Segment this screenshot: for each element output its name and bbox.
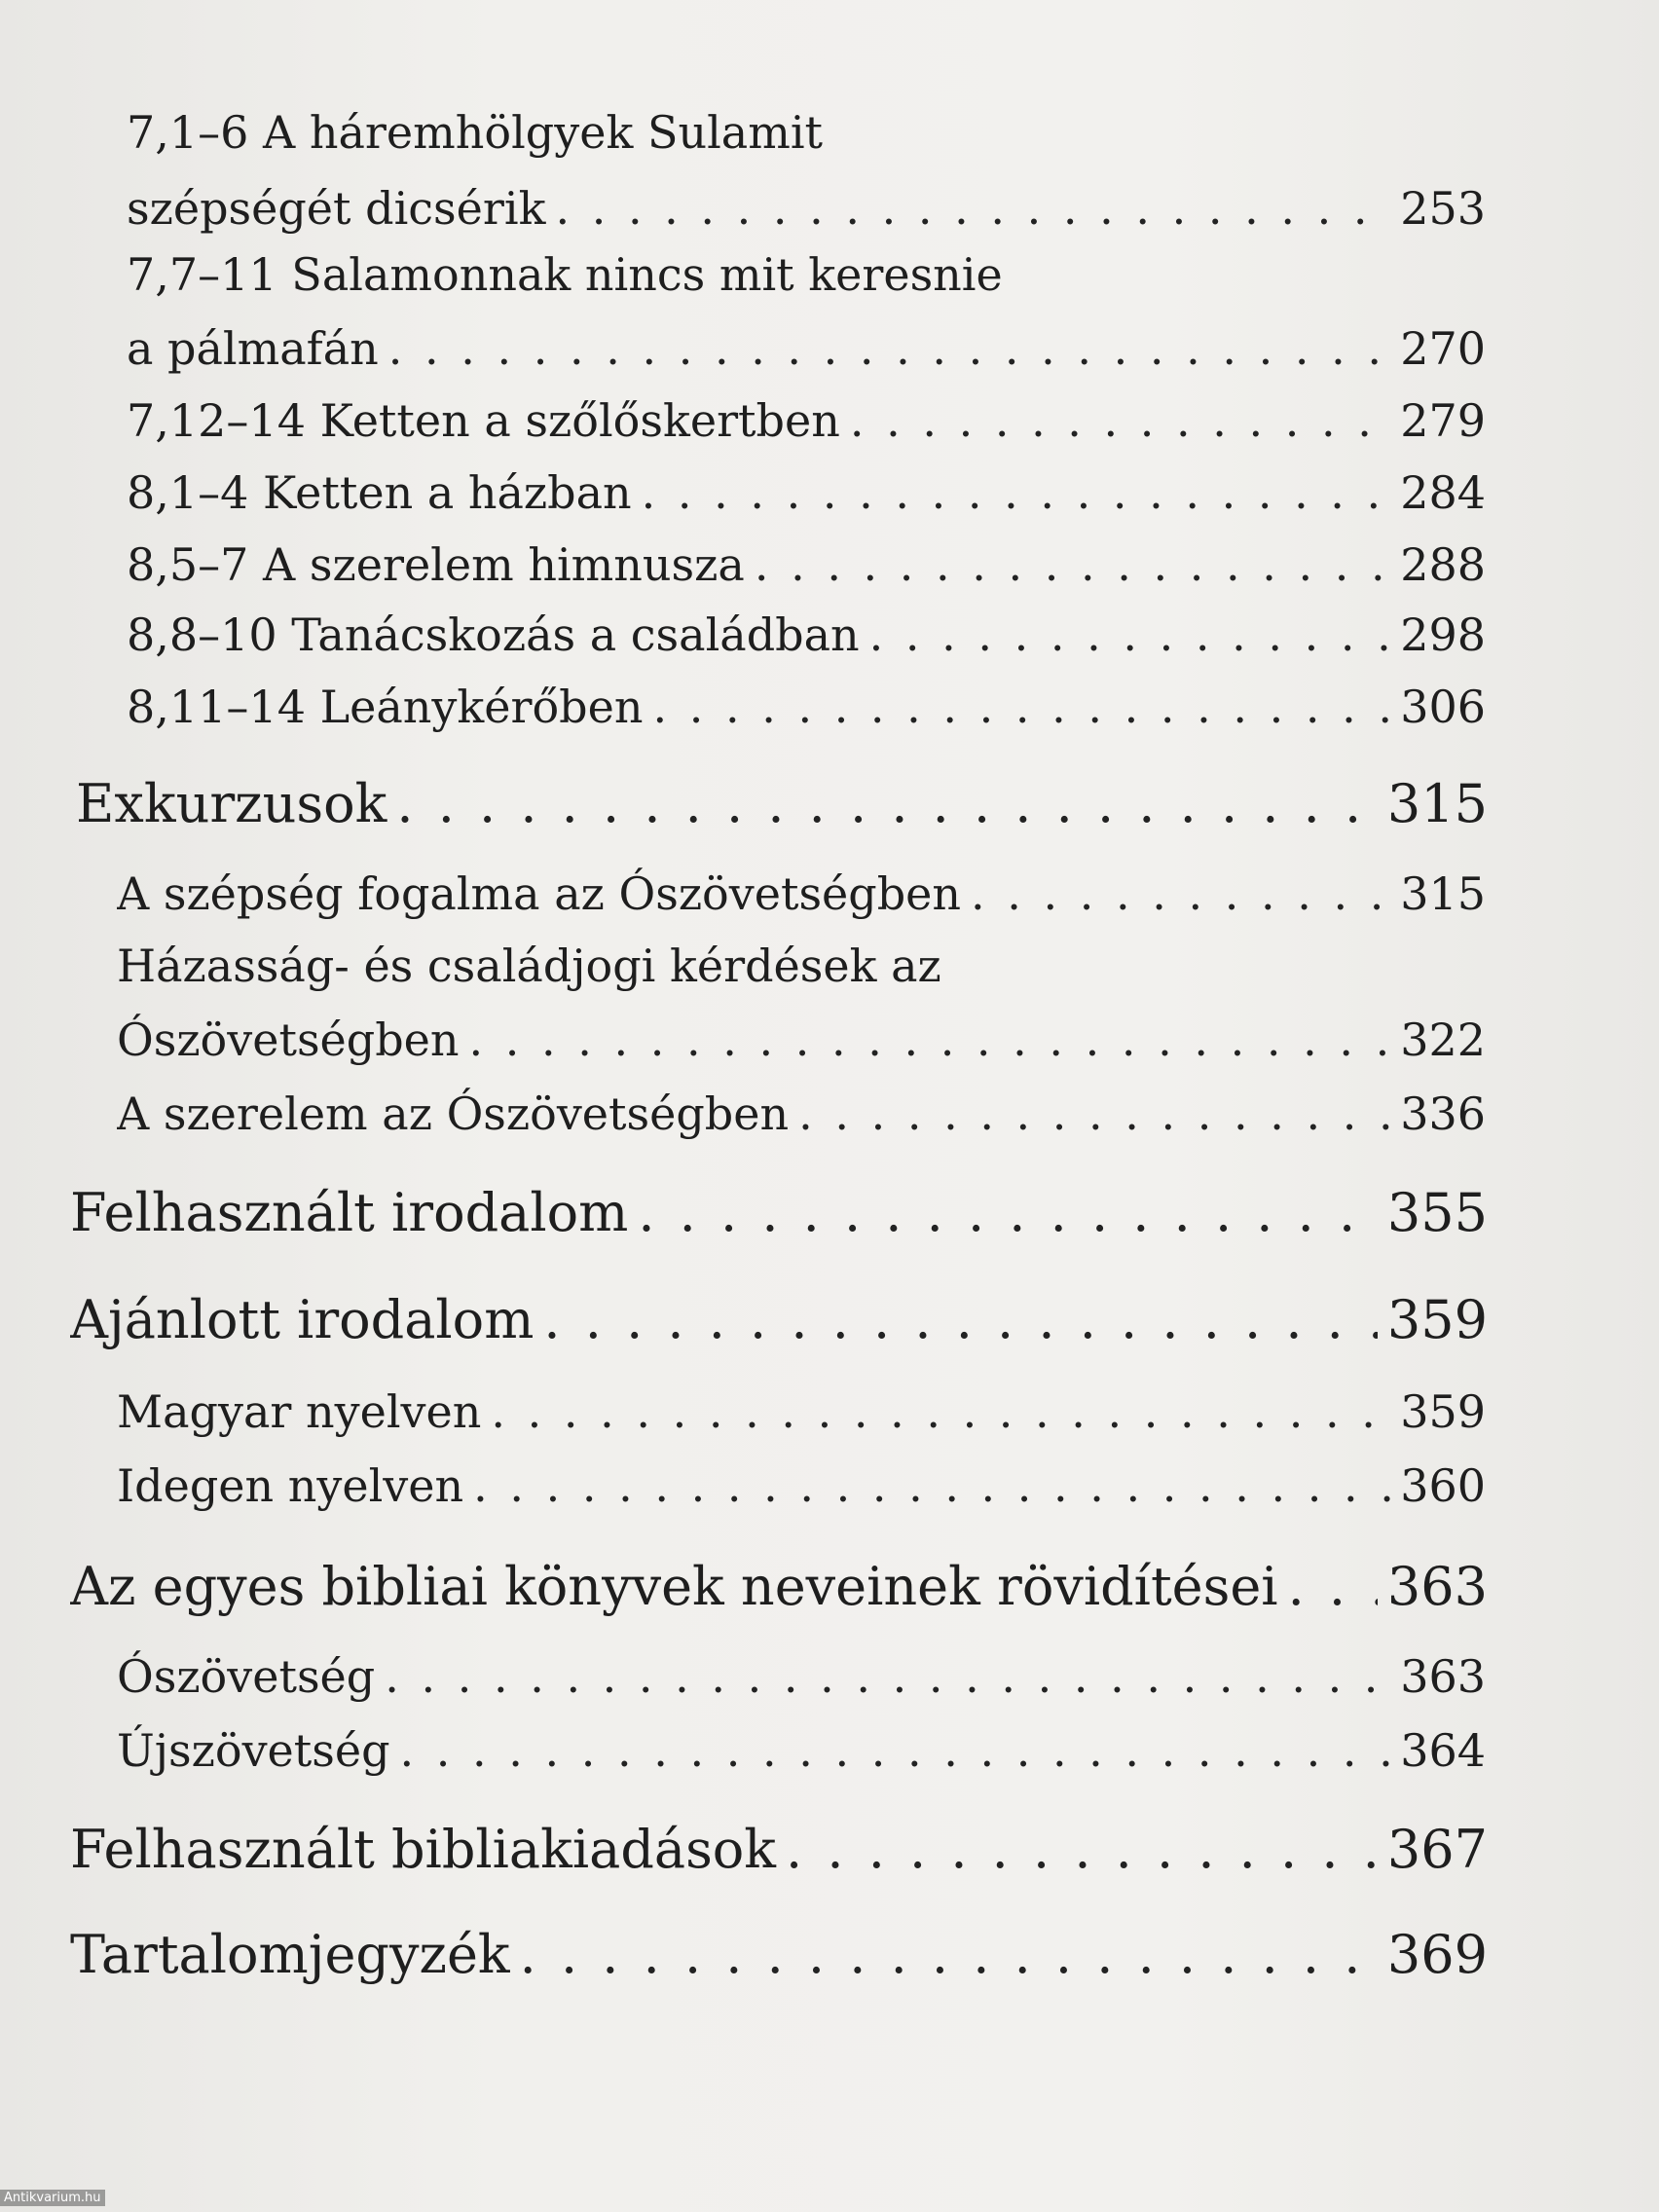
- toc-entry-title: Ószövetségben: [117, 1014, 460, 1066]
- toc-section-entry: [70, 1920, 1488, 1990]
- toc-section-title: Ajánlott irodalom: [70, 1289, 535, 1350]
- leader-dots: [385, 1641, 1390, 1712]
- toc-page-number: 355: [1386, 1182, 1488, 1243]
- leader-dots: [396, 769, 1378, 839]
- toc-entry: [127, 173, 1486, 243]
- leader-dots: [786, 1815, 1378, 1885]
- toc-page-number: 315: [1386, 773, 1488, 834]
- toc-page-number: 284: [1400, 466, 1486, 519]
- toc-section-title: Exkurzusok: [76, 773, 387, 834]
- toc-entry-title: 7,12–14 Ketten a szőlőskertben: [127, 394, 840, 447]
- toc-entry-title: szépségét dicsérik: [127, 182, 546, 235]
- toc-entry-title: 8,11–14 Leánykérőben: [127, 681, 644, 733]
- toc-section-entry: [70, 1815, 1488, 1885]
- watermark-label: Antikvarium.hu: [0, 2190, 105, 2206]
- toc-section-entry: [76, 769, 1488, 839]
- toc-entry-title: 7,1–6 A háremhölgyek Sulamit: [127, 106, 824, 159]
- leader-dots: [520, 1920, 1378, 1990]
- leader-dots: [755, 530, 1390, 600]
- toc-entry: [117, 1451, 1486, 1521]
- toc-page-number: 360: [1400, 1459, 1486, 1512]
- leader-dots: [555, 173, 1390, 243]
- leader-dots: [850, 386, 1390, 456]
- toc-entry: [117, 1715, 1486, 1786]
- toc-page-number: 364: [1400, 1724, 1486, 1777]
- toc-entry: [117, 1641, 1486, 1712]
- toc-page-number: 298: [1400, 608, 1486, 661]
- toc-entry: [127, 313, 1486, 384]
- toc-page-number: 359: [1386, 1289, 1488, 1350]
- toc-page-number: 315: [1400, 867, 1486, 920]
- toc-entry: [127, 530, 1486, 600]
- leader-dots: [638, 1178, 1378, 1248]
- toc-entry-title: 8,8–10 Tanácskozás a családban: [127, 608, 860, 661]
- toc-section-title: Tartalomjegyzék: [70, 1924, 510, 1985]
- leader-dots: [400, 1715, 1391, 1786]
- toc-page-number: 253: [1400, 182, 1486, 235]
- toc-entry-title: a pálmafán: [127, 322, 379, 375]
- toc-entry: [127, 672, 1486, 742]
- toc-entry-line: [127, 97, 1486, 167]
- leader-dots: [652, 672, 1390, 742]
- toc-entry-title: Újszövetség: [117, 1724, 390, 1777]
- leader-dots: [642, 458, 1391, 528]
- leader-dots: [388, 313, 1390, 384]
- toc-entry-title: 8,5–7 A szerelem himnusza: [127, 538, 745, 591]
- toc-entry: [117, 1079, 1486, 1149]
- toc-page-number: 306: [1400, 681, 1486, 733]
- toc-page-number: 363: [1400, 1650, 1486, 1703]
- toc-entry-line: [117, 931, 1486, 1001]
- leader-dots: [869, 600, 1391, 670]
- toc-page-number: 369: [1386, 1924, 1488, 1985]
- toc-section-entry: [70, 1552, 1488, 1622]
- toc-page-number: 363: [1386, 1556, 1488, 1617]
- toc-entry-title: 8,1–4 Ketten a házban: [127, 466, 632, 519]
- toc-page-number: 279: [1400, 394, 1486, 447]
- toc-entry-title: 7,7–11 Salamonnak nincs mit keresnie: [127, 248, 1003, 301]
- toc-page-number: 322: [1400, 1014, 1486, 1066]
- leader-dots: [1288, 1552, 1378, 1622]
- toc-section-title: Felhasznált irodalom: [70, 1182, 629, 1243]
- toc-entry-title: Idegen nyelven: [117, 1459, 464, 1512]
- toc-entry-title: Házasság- és családjogi kérdések az: [117, 940, 941, 992]
- toc-entry: [117, 859, 1486, 929]
- toc-page-number: 359: [1400, 1385, 1486, 1438]
- toc-section-entry: [70, 1178, 1488, 1248]
- leader-dots: [473, 1451, 1390, 1521]
- leader-dots: [469, 1005, 1391, 1075]
- toc-entry-title: A szerelem az Ószövetségben: [117, 1088, 790, 1140]
- toc-entry: [117, 1377, 1486, 1447]
- toc-entry: [127, 458, 1486, 528]
- toc-section-entry: [70, 1285, 1488, 1355]
- toc-page-number: 288: [1400, 538, 1486, 591]
- toc-page-number: 336: [1400, 1088, 1486, 1140]
- toc-entry-title: Ószövetség: [117, 1650, 376, 1703]
- toc-entry: [127, 600, 1486, 670]
- toc-entry-line: [127, 240, 1486, 310]
- toc-page-number: 367: [1386, 1819, 1488, 1880]
- leader-dots: [491, 1377, 1390, 1447]
- toc-section-title: Az egyes bibliai könyvek neveinek rövidítései: [70, 1556, 1278, 1617]
- toc-entry: [127, 386, 1486, 456]
- toc-entry: [117, 1005, 1486, 1075]
- leader-dots: [971, 859, 1390, 929]
- toc-entry-title: Magyar nyelven: [117, 1385, 482, 1438]
- toc-page-number: 270: [1400, 322, 1486, 375]
- toc-section-title: Felhasznált bibliakiadások: [70, 1819, 777, 1880]
- leader-dots: [798, 1079, 1390, 1149]
- leader-dots: [543, 1285, 1378, 1355]
- toc-entry-title: A szépség fogalma az Ószövetségben: [117, 867, 962, 920]
